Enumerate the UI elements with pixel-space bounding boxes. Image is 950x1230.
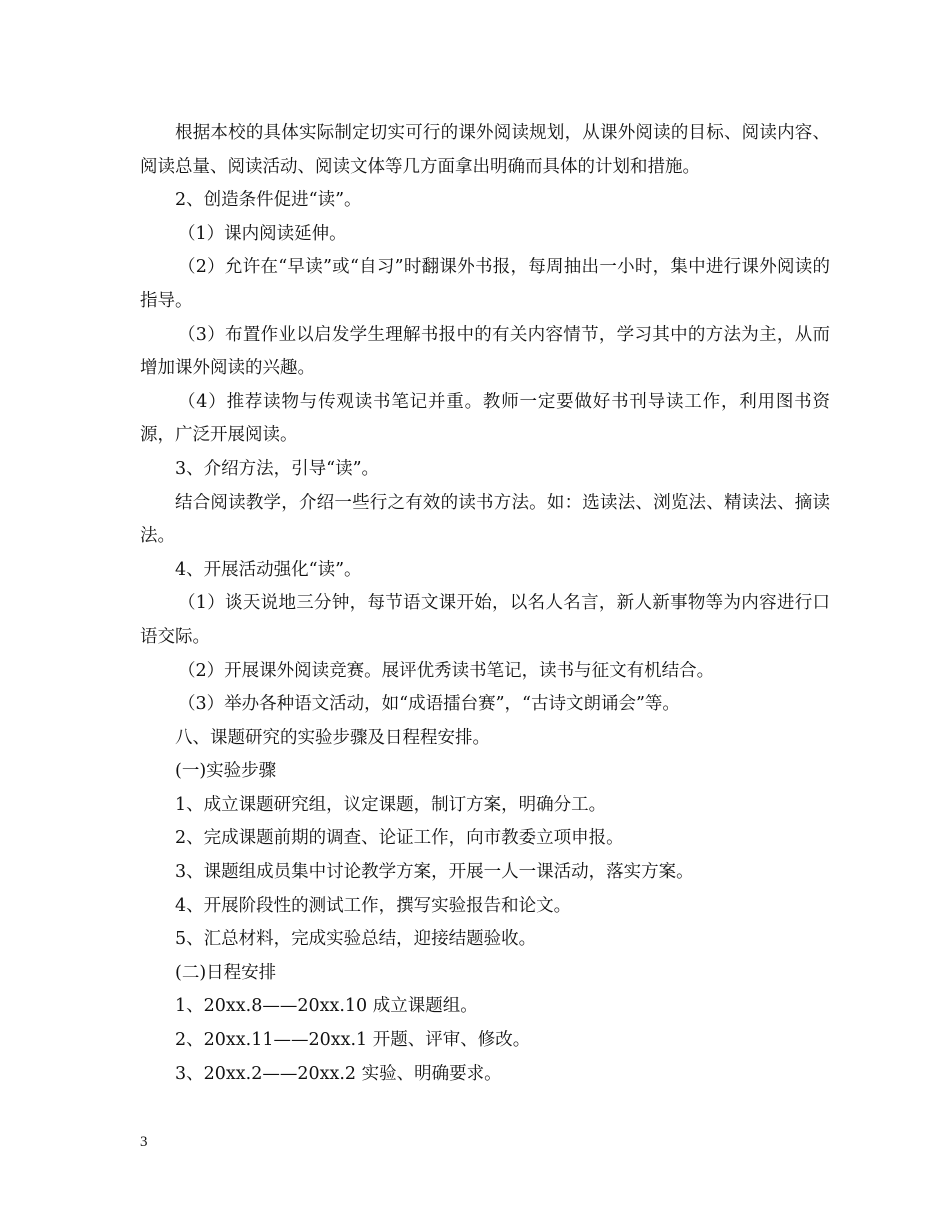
heading-experiment-steps: (一)实验步骤 (175, 761, 277, 782)
list-item-step-4: 4、开展阶段性的测试工作，撰写实验报告和论文。 (175, 895, 572, 916)
heading-activities: 4、开展活动强化“读”。 (175, 559, 362, 580)
list-item-step-2: 2、完成课题前期的调查、论证工作，向市教委立项申报。 (175, 828, 624, 849)
heading-schedule: (二)日程安排 (175, 962, 277, 983)
paragraph-reading-plan: 根据本校的具体实际制定切实可行的课外阅读规划，从课外阅读的目标、阅读内容、阅读总量、阅读活动、阅读文体等几方面拿出明确而具体的计划和措施。 (140, 123, 830, 177)
heading-create-conditions: 2、创造条件促进“读”。 (175, 190, 362, 211)
paragraph-morning-reading: （2）允许在“早读”或“自习”时翻课外书报，每周抽出一小时，集中进行课外阅读的指导。 (140, 257, 830, 311)
list-item-schedule-2: 2、20xx.11——20xx.1 开题、评审、修改。 (175, 1030, 531, 1051)
paragraph-chinese-activities: （3）举办各种语文活动，如“成语擂台赛”，“古诗文朗诵会”等。 (178, 694, 680, 715)
list-item-step-5: 5、汇总材料，完成实验总结，迎接结题验收。 (175, 929, 537, 950)
list-item-step-3: 3、课题组成员集中讨论教学方案，开展一人一课活动，落实方案。 (175, 862, 694, 883)
paragraph-recommend-books: （4）推荐读物与传观读书笔记并重。教师一定要做好书刊导读工作，利用图书资源，广泛开展阅读。 (140, 391, 830, 446)
paragraph-three-minute-talk: （1）谈天说地三分钟，每节语文课开始，以名人名言，新人新事物等为内容进行口语交际。 (140, 593, 830, 647)
paragraph-reading-methods: 结合阅读教学，介绍一些行之有效的读书方法。如：选读法、浏览法、精读法、摘读法。 (140, 492, 830, 547)
paragraph-homework-design: （3）布置作业以启发学生理解书报中的有关内容情节，学习其中的方法为主，从而增加课外阅读的兴趣。 (140, 324, 830, 379)
heading-introduce-methods: 3、介绍方法，引导“读”。 (175, 458, 380, 479)
list-item-schedule-1: 1、20xx.8——20xx.10 成立课题组。 (175, 996, 478, 1017)
paragraph-extend-class-reading: （1）课内阅读延伸。 (178, 223, 347, 244)
paragraph-reading-contest: （2）开展课外阅读竞赛。展评优秀读书笔记，读书与征文有机结合。 (178, 660, 715, 681)
list-item-schedule-3: 3、20xx.2——20xx.2 实验、明确要求。 (175, 1063, 502, 1084)
list-item-step-1: 1、成立课题研究组，议定课题，制订方案，明确分工。 (175, 794, 607, 815)
heading-experiment-steps-schedule: 八、课题研究的实验步骤及日程程安排。 (175, 727, 490, 748)
document-body (140, 117, 830, 1091)
page-number: 3 (140, 1134, 148, 1150)
